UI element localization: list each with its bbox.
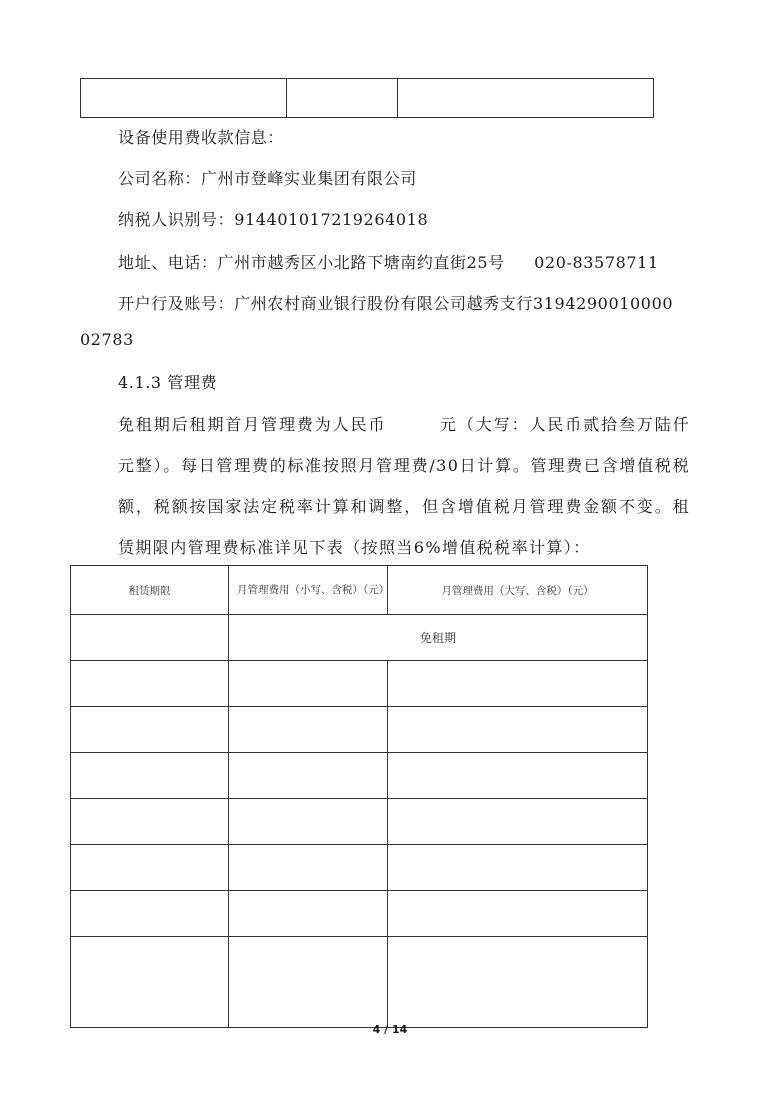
table-cell bbox=[388, 891, 648, 937]
table-row bbox=[71, 661, 648, 707]
table-cell bbox=[398, 79, 654, 118]
table-cell bbox=[388, 753, 648, 799]
table-cell bbox=[81, 79, 287, 118]
table-row bbox=[71, 753, 648, 799]
bank-account-line2: 02783 bbox=[80, 330, 134, 349]
table-header-row bbox=[71, 566, 648, 615]
table-cell bbox=[71, 799, 229, 845]
table-cell bbox=[71, 661, 229, 707]
table-row bbox=[71, 845, 648, 891]
free-period-cell: 免租期 bbox=[229, 615, 648, 661]
table-cell bbox=[71, 753, 229, 799]
table-cell bbox=[388, 799, 648, 845]
table-cell bbox=[71, 615, 229, 661]
table-row bbox=[81, 79, 654, 118]
table-cell bbox=[229, 845, 388, 891]
table-cell bbox=[388, 661, 648, 707]
table-cell bbox=[229, 661, 388, 707]
table-cell bbox=[71, 937, 229, 1028]
section-heading: 4.1.3 管理费 bbox=[118, 373, 218, 392]
table-cell bbox=[229, 799, 388, 845]
tax-id: 纳税人识别号：914401017219264018 bbox=[118, 210, 429, 229]
table-cell bbox=[229, 937, 388, 1028]
section-paragraph bbox=[80, 404, 690, 568]
table-cell bbox=[71, 845, 229, 891]
table-cell bbox=[229, 753, 388, 799]
company-name: 公司名称：广州市登峰实业集团有限公司 bbox=[118, 169, 417, 188]
table-cell bbox=[229, 707, 388, 753]
header-monthly-fee-words: 月管理费用（大写、含税）（元） bbox=[388, 566, 648, 615]
continued-table bbox=[80, 78, 654, 118]
header-monthly-fee-numeric: 月管理费用（小写、含税）（元） bbox=[229, 566, 388, 615]
table-cell bbox=[71, 707, 229, 753]
payment-info-heading: 设备使用费收款信息： bbox=[118, 128, 285, 147]
table-cell bbox=[388, 937, 648, 1028]
table-row bbox=[71, 707, 648, 753]
table-row bbox=[71, 799, 648, 845]
page-number: 4 / 14 bbox=[372, 1023, 408, 1036]
address bbox=[118, 250, 659, 273]
table-row bbox=[71, 615, 648, 661]
address-text: 地址、电话：广州市越秀区小北路下塘南约直街25号 bbox=[118, 253, 505, 272]
bank-account-line1: 开户行及账号：广州农村商业银行股份有限公司越秀支行3194290010000 bbox=[118, 294, 674, 313]
header-lease-term: 租赁期限 bbox=[71, 566, 229, 615]
table-cell bbox=[229, 891, 388, 937]
fee-table bbox=[70, 565, 648, 1028]
table-row bbox=[71, 891, 648, 937]
phone-number: 020-83578711 bbox=[534, 253, 659, 272]
table-cell bbox=[388, 845, 648, 891]
table-cell bbox=[388, 707, 648, 753]
table-cell bbox=[71, 891, 229, 937]
table-row bbox=[71, 937, 648, 1028]
paragraph-text: 免租期后租期首月管理费为人民币 元（大写：人民币贰拾叁万陆仟元整）。每日管理费的标准按照月管理费/30日计算。管理费已含增值税税额，税额按国家法定税率计算和调整，但含增值税月管理费金额不变。租赁期限内管理费标准详见下表（按照当6%增值税税率计算）： bbox=[118, 415, 690, 557]
table-cell bbox=[287, 79, 398, 118]
